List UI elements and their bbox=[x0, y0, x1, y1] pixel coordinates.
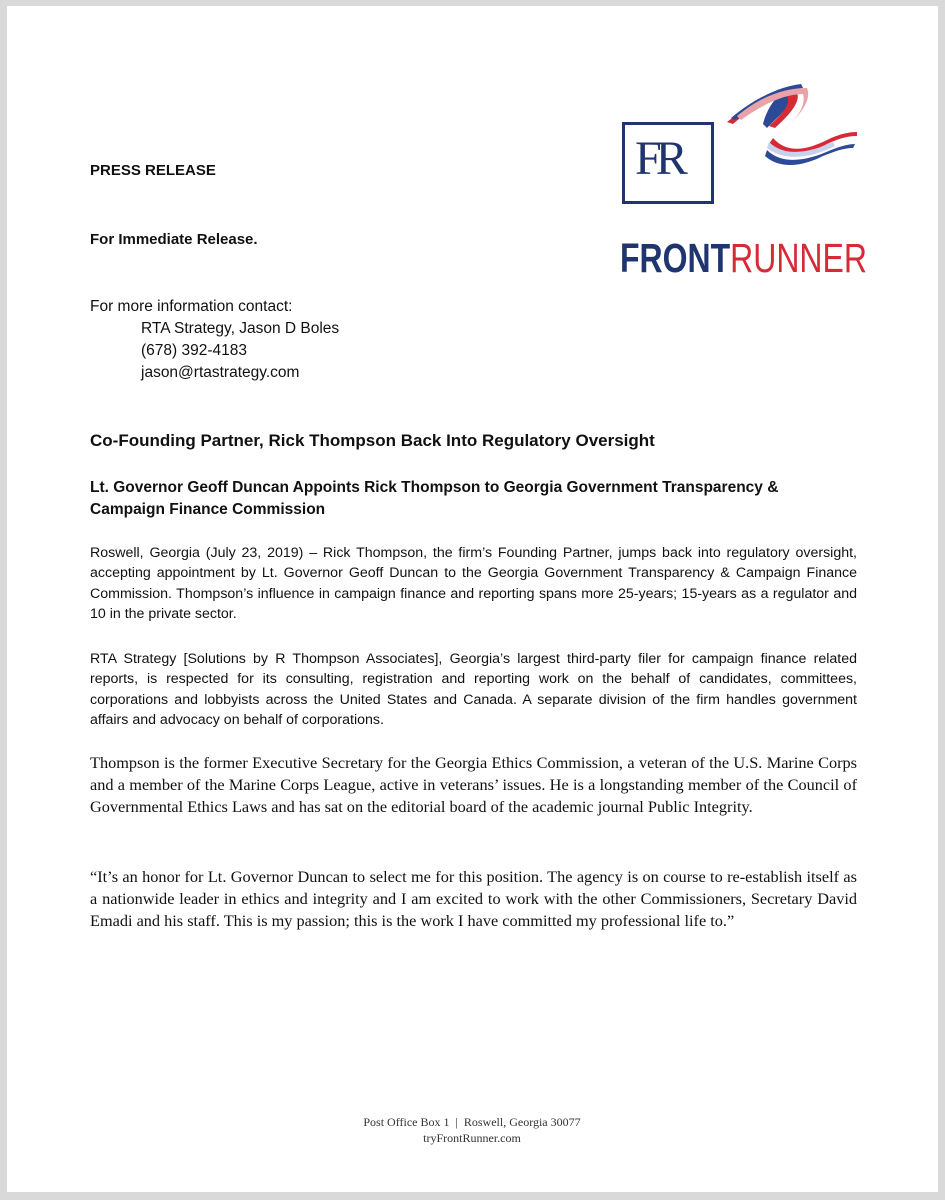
body-paragraph: RTA Strategy [Solutions by R Thompson Associates], Georgia’s largest third-party filer for campaign finance related reports, is respected for its consulting, registration and reporting work on the behalf of candidates, committees, corporations and lobbyists across the United States and Canada. A separate division of the firm handles government affairs and advocacy on behalf of corporations. bbox=[90, 651, 857, 728]
headline: Co-Founding Partner, Rick Thompson Back Into Regulatory Oversight bbox=[90, 431, 655, 450]
contact-phone: (678) 392-4183 bbox=[141, 342, 247, 359]
quote-paragraph: “It’s an honor for Lt. Governor Duncan to select me for this position. The agency is on course to re-establish itself as a nationwide leader in ethics and integrity and I am excited to work with the other Commissioners, Secretary David Emadi and his staff. This is my passion; this is the work I have committed my professional life to.” bbox=[90, 867, 857, 931]
footer-address: Post Office Box 1 | Roswell, Georgia 30077 bbox=[363, 1115, 581, 1129]
contact-intro: For more information contact: bbox=[90, 298, 293, 315]
press-release-label: PRESS RELEASE bbox=[90, 162, 216, 179]
subheadline: Lt. Governor Geoff Duncan Appoints Rick Thompson to Georgia Government Transparency & Campaign Finance Commission bbox=[90, 479, 779, 518]
frontrunner-logo bbox=[617, 78, 867, 288]
footer-website[interactable]: tryFrontRunner.com bbox=[423, 1131, 521, 1145]
immediate-release-label: For Immediate Release. bbox=[90, 231, 258, 248]
contact-email[interactable]: jason@rtastrategy.com bbox=[141, 364, 300, 381]
body-paragraph: Roswell, Georgia (July 23, 2019) – Rick Thompson, the firm’s Founding Partner, jumps back into regulatory oversight, accepting appointment by Lt. Governor Geoff Duncan to the Georgia Government Transparency & Campaign Finance Commission. Thompson’s influence in campaign finance and reporting spans more 25-years; 15-years as a regulator and 10 in the private sector. bbox=[90, 545, 857, 622]
document-page bbox=[7, 6, 938, 1192]
contact-name: RTA Strategy, Jason D Boles bbox=[141, 320, 340, 337]
monogram-text: FR bbox=[635, 132, 682, 185]
body-paragraph: Thompson is the former Executive Secretary for the Georgia Ethics Commission, a veteran of the U.S. Marine Corps and a member of the Marine Corps League, active in veterans’ issues. He is a longstanding member of the Council of Governmental Ethics Laws and has sat on the editorial board of the academic journal Public Integrity. bbox=[90, 753, 857, 817]
brand-front: FRONT bbox=[620, 235, 731, 281]
brand-runner: RUNNER bbox=[730, 235, 867, 281]
brand-wordmark bbox=[620, 235, 867, 282]
